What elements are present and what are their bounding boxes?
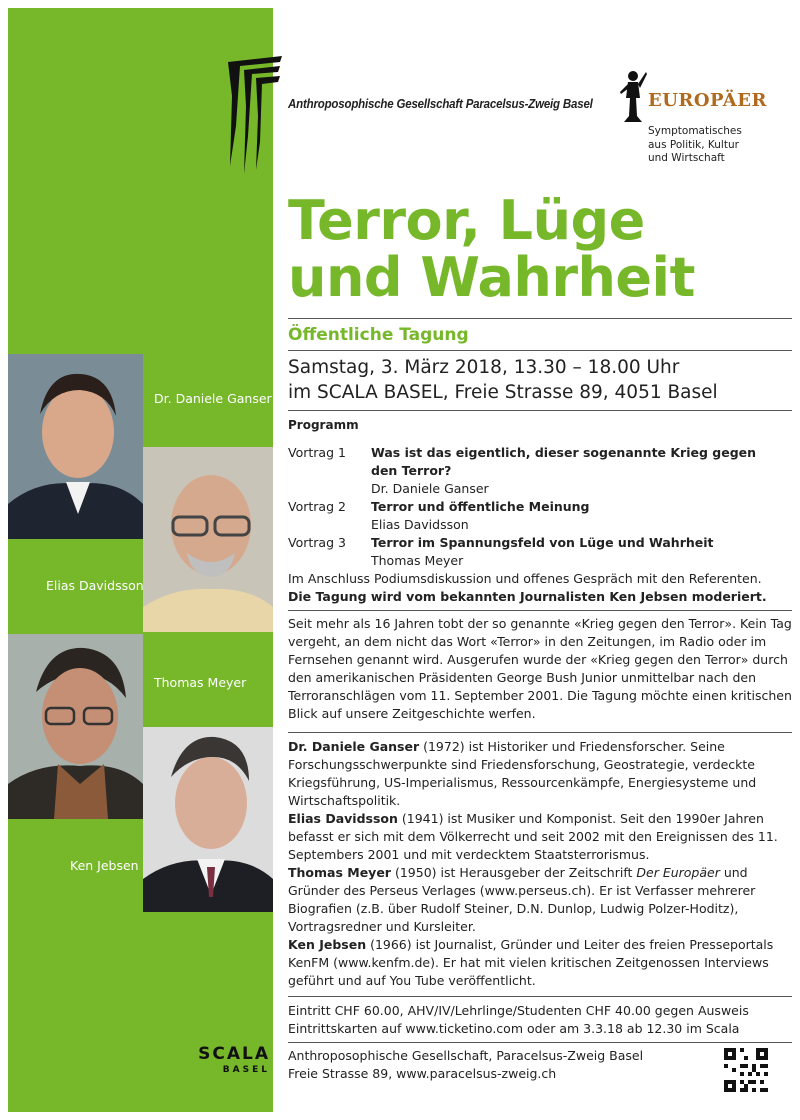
publisher-tagline: Symptomatisches aus Politik, Kultur und Wirtschaft — [648, 125, 742, 164]
bio: Thomas Meyer (1950) ist Herausgeber der Zeitschrift Der Europäer und Gründer des Perseus Verlages (www.perseus.ch). Er ist Verfasser mehrerer Biografien (z.B. über Rudolf Steiner, D.N. Dunlop, Ludwig Polzer-Hoditz), Vortragsredner und Kursleiter. — [288, 865, 756, 934]
speaker-caption: Elias Davidsson — [46, 578, 144, 593]
divider — [288, 318, 792, 319]
publisher-logo-text: EUROPÄER — [648, 90, 767, 111]
speaker-photo-davidsson — [143, 447, 273, 632]
admission-info: Eintritt CHF 60.00, AHV/IV/Lehrlinge/Studenten CHF 40.00 gegen Ausweis Eintrittskarten auf www.ticketino.com oder am 3.3.18 ab 12.30 im Scala — [288, 1003, 749, 1036]
event-title: Terror, Lüge und Wahrheit — [288, 189, 695, 309]
bio: Dr. Daniele Ganser (1972) ist Historiker und Friedensforscher. Seine Forschungsschwerpunkte sind Friedensforschung, Geostrategie, verdeckte Kriegsführung, US-Imperialismus, Ressourcenkämpfe, Energiesysteme und Wirtschaftspolitik. — [288, 739, 757, 808]
program-item: Vortrag 3 Terror im Spannungsfeld von Lüge und Wahrheit Thomas Meyer — [288, 535, 714, 568]
scala-basel-logo: SCALA BASEL — [198, 1044, 270, 1075]
organization-name: Anthroposophische Gesellschaft Paracelsus-Zweig Basel — [288, 97, 593, 111]
divider — [288, 410, 792, 411]
speaker-photo-jebsen — [143, 727, 273, 912]
divider — [288, 732, 792, 733]
divider — [288, 610, 792, 611]
divider — [288, 1042, 792, 1043]
speaker-photo-ganser — [8, 354, 143, 539]
speaker-caption: Thomas Meyer — [154, 675, 247, 690]
program-heading: Programm — [288, 418, 359, 432]
program-item: Vortrag 2 Terror und öffentliche Meinung Elias Davidsson — [288, 499, 590, 532]
bio: Ken Jebsen (1966) ist Journalist, Gründer und Leiter des freien Presseportals KenFM (www.kenfm.de). Er hat mit vielen kritischen Zeitgenossen Interviews geführt und auf You Tube veröffentlicht. — [288, 937, 774, 988]
bio: Elias Davidsson (1941) ist Musiker und Komponist. Seit den 1990er Jahren befasst er sich mit dem Völkerrecht und seit 2002 mit den Ereignissen des 11. Septembers 2001 und mit verdecktem Staatsterrorismus. — [288, 811, 778, 862]
event-subtitle: Öffentliche Tagung — [288, 325, 469, 345]
qr-code-icon[interactable] — [724, 1048, 768, 1092]
speaker-caption: Dr. Daniele Ganser — [154, 391, 272, 406]
europaer-figure-icon — [618, 68, 648, 128]
program-item: Vortrag 1 Was ist das eigentlich, dieser sogenannte Krieg gegen den Terror? Dr. Daniele Ganser — [288, 445, 757, 496]
speaker-photo-meyer — [8, 634, 143, 819]
program-list — [288, 444, 758, 570]
speaker-caption: Ken Jebsen — [70, 858, 139, 873]
paracelsus-logo-icon — [226, 56, 284, 180]
divider — [288, 996, 792, 997]
divider — [288, 350, 792, 351]
footer-address: Anthroposophische Gesellschaft, Paracelsus-Zweig Basel Freie Strasse 89, www.paracelsus-zweig.ch — [288, 1048, 644, 1081]
program-notes: Im Anschluss Podiumsdiskussion und offenes Gespräch mit den Referenten. Die Tagung wird vom bekannten Journalisten Ken Jebsen moderiert. — [288, 571, 767, 604]
intro-text: Seit mehr als 16 Jahren tobt der so genannte «Krieg gegen den Terror». Kein Tag vergeht, an dem nicht das Wort «Terror» in den Zeitungen, im Radio oder im Fernsehen genannt wird. Ausgerufen wurde der «Krieg gegen den Terror» durch den amerikanischen Präsidenten George Bush Junior unmittelbar nach den Terroranschlägen vom 11. September 2001. Die Tagung möchte einen kritischen Blick auf unsere Zeitgeschichte werfen. — [288, 616, 792, 721]
event-date-venue: Samstag, 3. März 2018, 13.30 – 18.00 Uhr im SCALA BASEL, Freie Strasse 89, 4051 Basel — [288, 357, 718, 403]
speaker-bios — [288, 738, 793, 990]
